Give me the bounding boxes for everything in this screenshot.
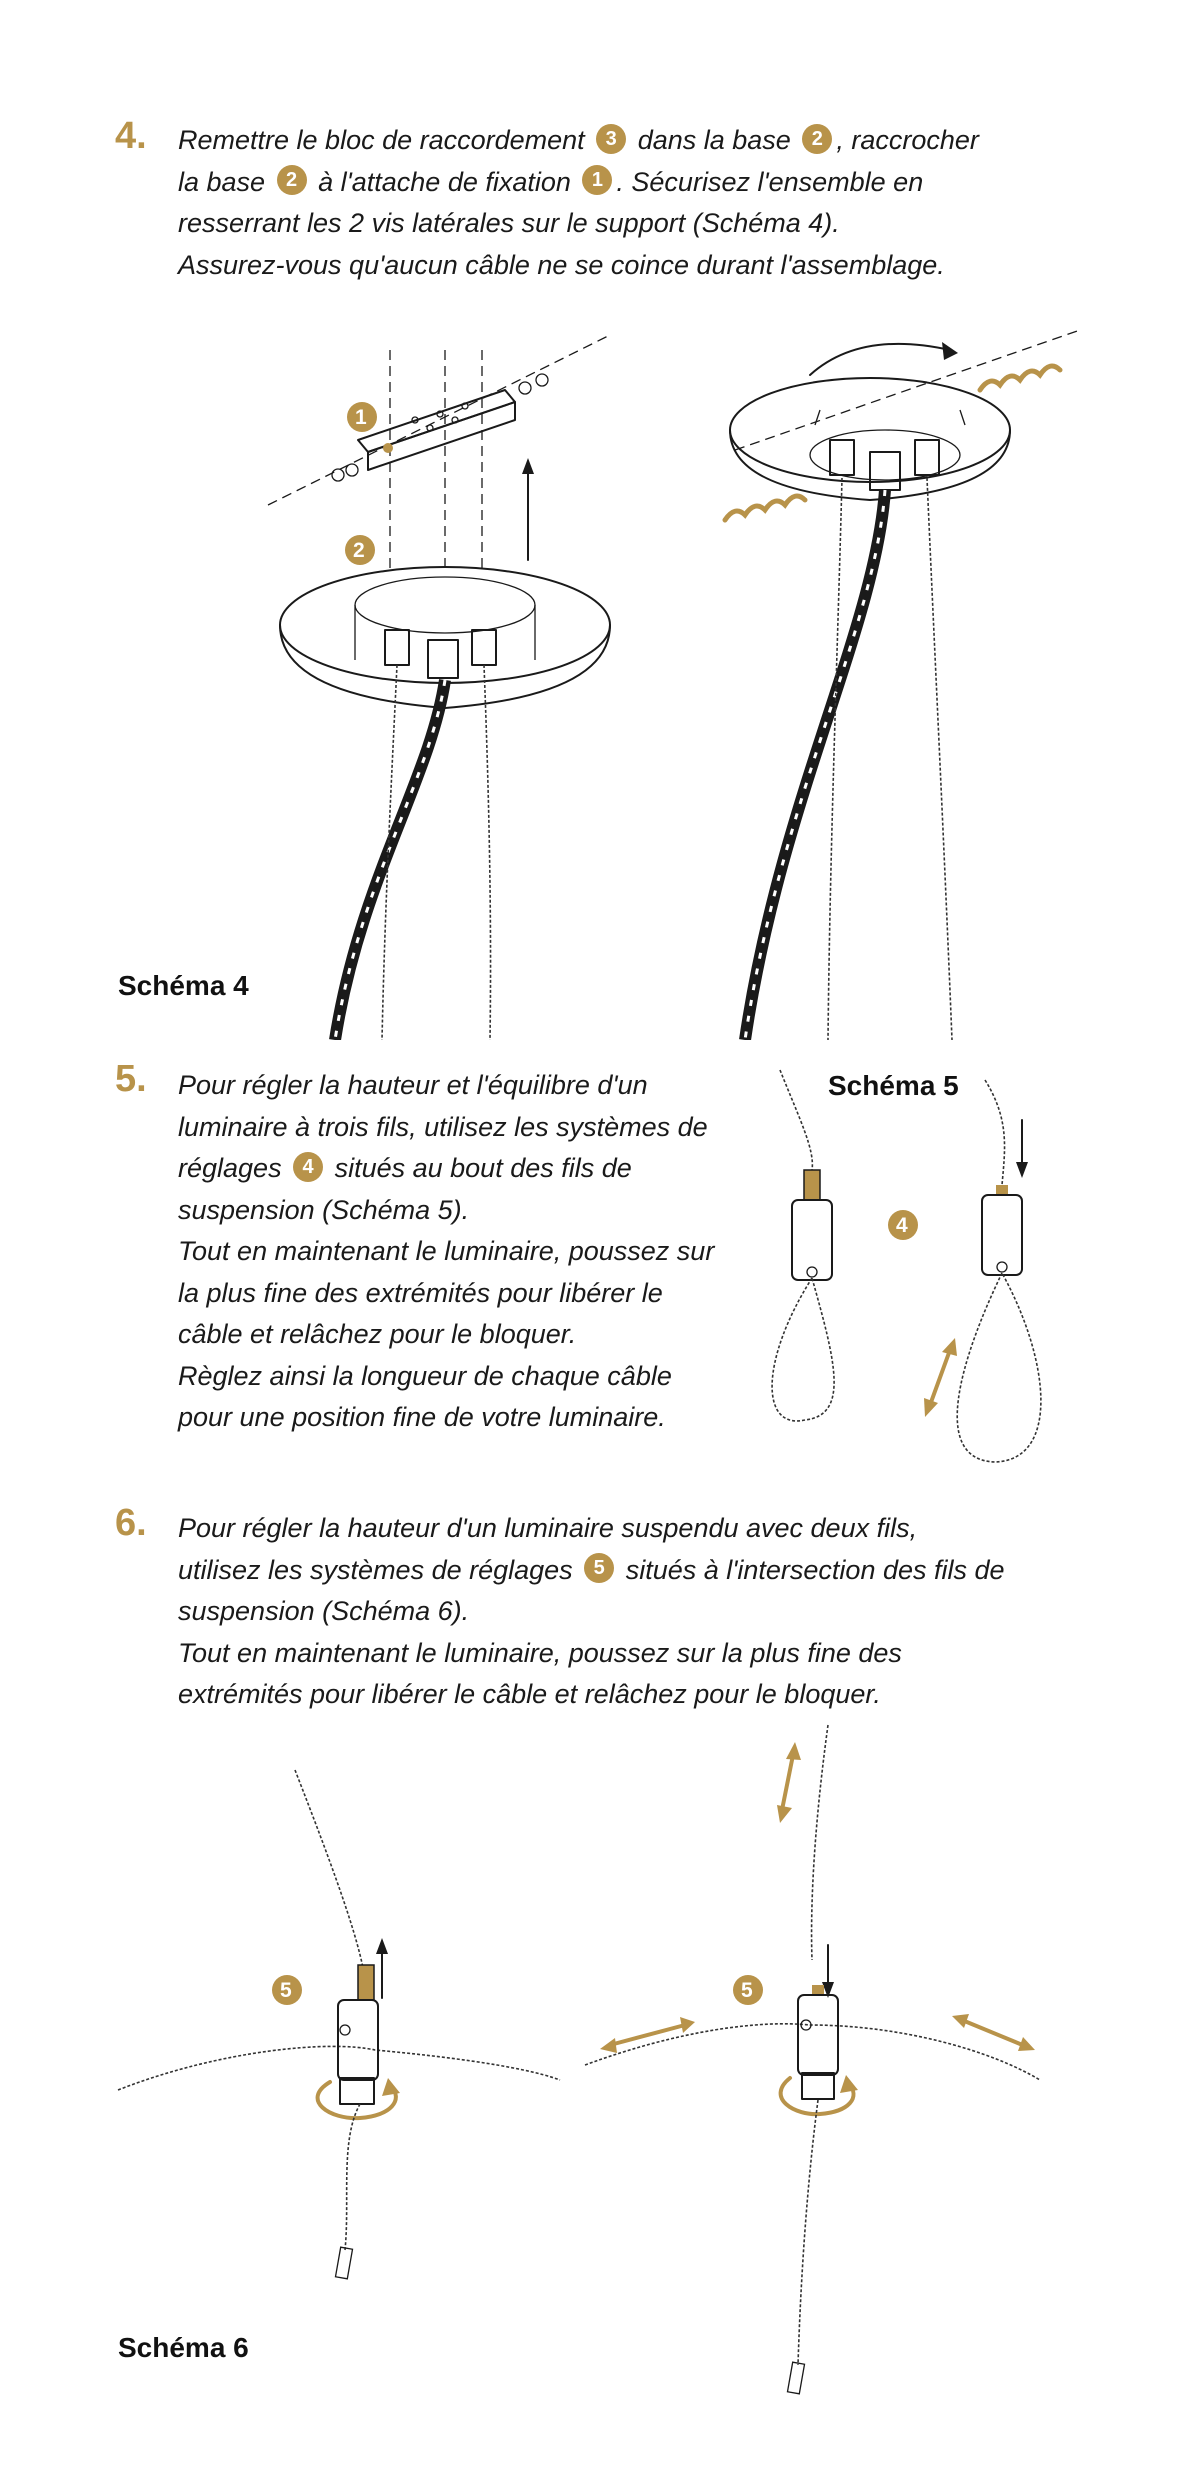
text-segment: Tout en maintenant le luminaire, poussez sur [178, 1236, 715, 1266]
adjuster-body-6a [338, 2000, 378, 2080]
step6-line [178, 1550, 1005, 1592]
text-segment: dans la base [630, 125, 799, 155]
gold-screw-left [725, 496, 805, 520]
step-6-text [178, 1508, 1005, 1716]
figure-label-1: 1 [355, 406, 367, 429]
wire-loop-5b [957, 1273, 1041, 1462]
double-arrow-left-icon [610, 2025, 685, 2045]
step4-line [178, 203, 979, 245]
number-badge: 5 [584, 1553, 614, 1583]
double-arrow-right-icon [962, 2020, 1025, 2046]
number-badge: 2 [802, 124, 832, 154]
step6-line [178, 1508, 1005, 1550]
adjuster-body-5b [982, 1195, 1022, 1275]
step-4-number: 4. [115, 115, 147, 157]
step4-line [178, 245, 979, 287]
wire-loop-5a [772, 1278, 834, 1421]
schema-4-caption: Schéma 4 [118, 970, 249, 1001]
number-badge: 4 [293, 1152, 323, 1182]
figure-label-5b: 5 [741, 1979, 753, 2002]
text-segment: Tout en maintenant le luminaire, poussez sur la plus fine des [178, 1637, 902, 1668]
figure-label-4: 4 [896, 1214, 908, 1237]
schema-6-figure [0, 1720, 1182, 2410]
schema-5-caption: Schéma 5 [828, 1070, 959, 1101]
adjuster-body-5a [792, 1200, 832, 1280]
ceiling-line-left [268, 335, 610, 505]
step-6-number: 6. [115, 1502, 147, 1544]
text-segment: luminaire à trois fils, utilisez les systèmes de [178, 1111, 708, 1142]
text-segment: la plus fine des extrémités pour libérer le [178, 1277, 663, 1308]
text-segment: , raccrocher [836, 125, 979, 155]
text-segment: . Sécurisez l'ensemble en [616, 166, 924, 197]
number-badge: 2 [277, 165, 307, 195]
text-segment: réglages [178, 1153, 290, 1183]
rotate-arrow-icon [810, 344, 950, 375]
figure-label-2: 2 [353, 539, 365, 562]
power-cable-right [745, 490, 885, 1040]
step4-line [178, 162, 979, 204]
number-badge: 1 [582, 165, 612, 195]
suspension-wire-left-2 [484, 665, 491, 1040]
text-segment: la base [178, 166, 273, 197]
text-segment: suspension (Schéma 6). [178, 1596, 470, 1626]
schema-5-figure [0, 1060, 1182, 1480]
step-5-number: 5. [115, 1058, 147, 1100]
text-segment: Remettre le bloc de raccordement [178, 125, 593, 155]
wire-end-6a [335, 2247, 352, 2279]
text-segment: resserrant les 2 vis latérales sur le support (Schéma 4). [178, 208, 840, 238]
step-4-text [178, 120, 979, 286]
canopy-base-right [730, 378, 1010, 500]
text-segment: Pour régler la hauteur et l'équilibre d'un [178, 1070, 648, 1100]
text-segment: câble et relâchez pour le bloquer. [178, 1319, 577, 1349]
text-segment: suspension (Schéma 5). [178, 1194, 470, 1225]
wire-end-6b [787, 2362, 804, 2394]
step6-line [178, 1633, 1005, 1675]
step6-line [178, 1591, 1005, 1633]
figure-label-5a: 5 [280, 1979, 292, 2002]
wire-5a-top [780, 1070, 812, 1170]
gold-screw-right [980, 366, 1060, 390]
double-arrow-icon-6b [782, 1755, 793, 1810]
text-segment: Règlez ainsi la longueur de chaque câble [178, 1360, 672, 1391]
step4-line [178, 120, 979, 162]
double-arrow-icon [930, 1350, 950, 1405]
rotate-arrow-icon-6a [318, 2082, 396, 2118]
power-cable-left [335, 680, 445, 1040]
wire-6a-top [295, 1770, 365, 1980]
text-segment: extrémités pour libérer le câble et relâchez pour le bloquer. [178, 1679, 881, 1709]
text-segment: situés au bout des fils de [327, 1153, 632, 1183]
number-badge: 3 [596, 124, 626, 154]
wire-6b-top [812, 1725, 828, 1960]
text-segment: à l'attache de fixation [310, 166, 579, 197]
step6-line [178, 1674, 1005, 1716]
text-segment: situés à l'intersection des fils de [618, 1554, 1005, 1585]
schema-6-caption: Schéma 6 [118, 2332, 249, 2363]
wire-5b-top [985, 1080, 1005, 1185]
suspension-wire-right-2 [927, 478, 952, 1040]
suspension-wire-right-1 [828, 478, 842, 1040]
ceiling-line-right [735, 330, 1080, 450]
schema-4-figure [0, 320, 1182, 1040]
text-segment: utilisez les systèmes de réglages [178, 1554, 581, 1585]
rotate-arrow-icon-6b [781, 2078, 854, 2114]
mounting-bracket [358, 390, 515, 470]
adjuster-body-6b [798, 1995, 838, 2075]
text-segment: pour une position fine de votre luminaire. [178, 1402, 666, 1432]
text-segment: Assurez-vous qu'aucun câble ne se coince durant l'assemblage. [178, 249, 945, 280]
text-segment: Pour régler la hauteur d'un luminaire suspendu avec deux fils, [178, 1513, 918, 1543]
